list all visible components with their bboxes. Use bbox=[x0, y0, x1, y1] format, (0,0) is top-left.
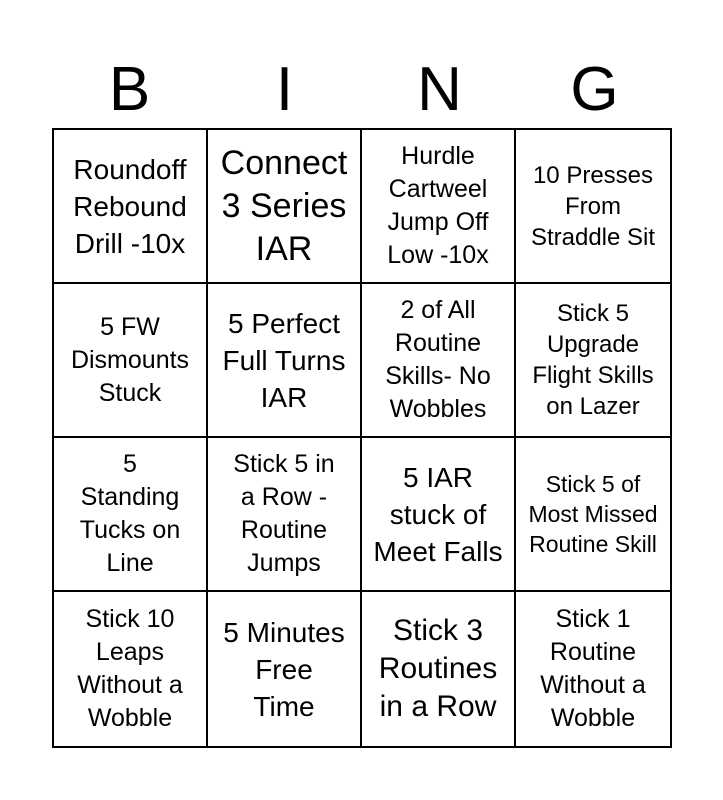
bingo-cell-r4c2[interactable] bbox=[208, 592, 362, 746]
bingo-cell-r2c4[interactable] bbox=[516, 284, 670, 438]
bingo-cell-r1c1[interactable] bbox=[54, 130, 208, 284]
bingo-cell-text: Stick 5 in a Row - Routine Jumps bbox=[233, 450, 335, 577]
bingo-cell-text: Stick 5 Upgrade Flight Skills on Lazer bbox=[532, 300, 654, 420]
bingo-cell-text: Stick 1 Routine Without a Wobble bbox=[540, 605, 646, 732]
bingo-board bbox=[52, 128, 672, 748]
bingo-cell-text: Stick 5 of Most Missed Routine Skill bbox=[528, 471, 658, 557]
bingo-header bbox=[52, 52, 672, 128]
bingo-cell-r1c4[interactable] bbox=[516, 130, 670, 284]
bingo-cell-r4c1[interactable] bbox=[54, 592, 208, 746]
bingo-cell-text: Hurdle Cartweel Jump Off Low -10x bbox=[387, 142, 489, 269]
bingo-cell-r3c2[interactable] bbox=[208, 438, 362, 592]
bingo-cell-r4c3[interactable] bbox=[362, 592, 516, 746]
bingo-cell-r2c3[interactable] bbox=[362, 284, 516, 438]
bingo-cell-r4c4[interactable] bbox=[516, 592, 670, 746]
header-letter-g: G bbox=[570, 55, 619, 124]
bingo-cell-text: 10 Presses From Straddle Sit bbox=[530, 161, 656, 251]
bingo-cell-text: 5 Standing Tucks on Line bbox=[79, 450, 181, 577]
bingo-cell-r3c4[interactable] bbox=[516, 438, 670, 592]
bingo-cell-r2c1[interactable] bbox=[54, 284, 208, 438]
bingo-cell-r1c2[interactable] bbox=[208, 130, 362, 284]
bingo-cell-r3c3[interactable] bbox=[362, 438, 516, 592]
bingo-cell-text: Connect 3 Series IAR bbox=[220, 143, 348, 268]
bingo-cell-text: 5 FW Dismounts Stuck bbox=[70, 312, 190, 407]
bingo-cell-text: Roundoff Rebound Drill -10x bbox=[73, 153, 187, 259]
bingo-cell-text: Stick 10 Leaps Without a Wobble bbox=[77, 605, 183, 732]
header-letter-b: B bbox=[108, 55, 151, 124]
header-letter-n: N bbox=[417, 55, 462, 124]
bingo-cell-r1c3[interactable] bbox=[362, 130, 516, 284]
bingo-cell-text: 5 IAR stuck of Meet Falls bbox=[373, 461, 503, 567]
bingo-cell-r2c2[interactable] bbox=[208, 284, 362, 438]
header-letter-i: I bbox=[275, 55, 294, 124]
bingo-cell-text: 5 Perfect Full Turns IAR bbox=[222, 307, 346, 413]
bingo-cell-text: 2 of All Routine Skills- No Wobbles bbox=[385, 296, 491, 423]
bingo-cell-text: Stick 3 Routines in a Row bbox=[378, 614, 498, 723]
bingo-cell-r3c1[interactable] bbox=[54, 438, 208, 592]
bingo-cell-text: 5 Minutes Free Time bbox=[223, 616, 345, 722]
